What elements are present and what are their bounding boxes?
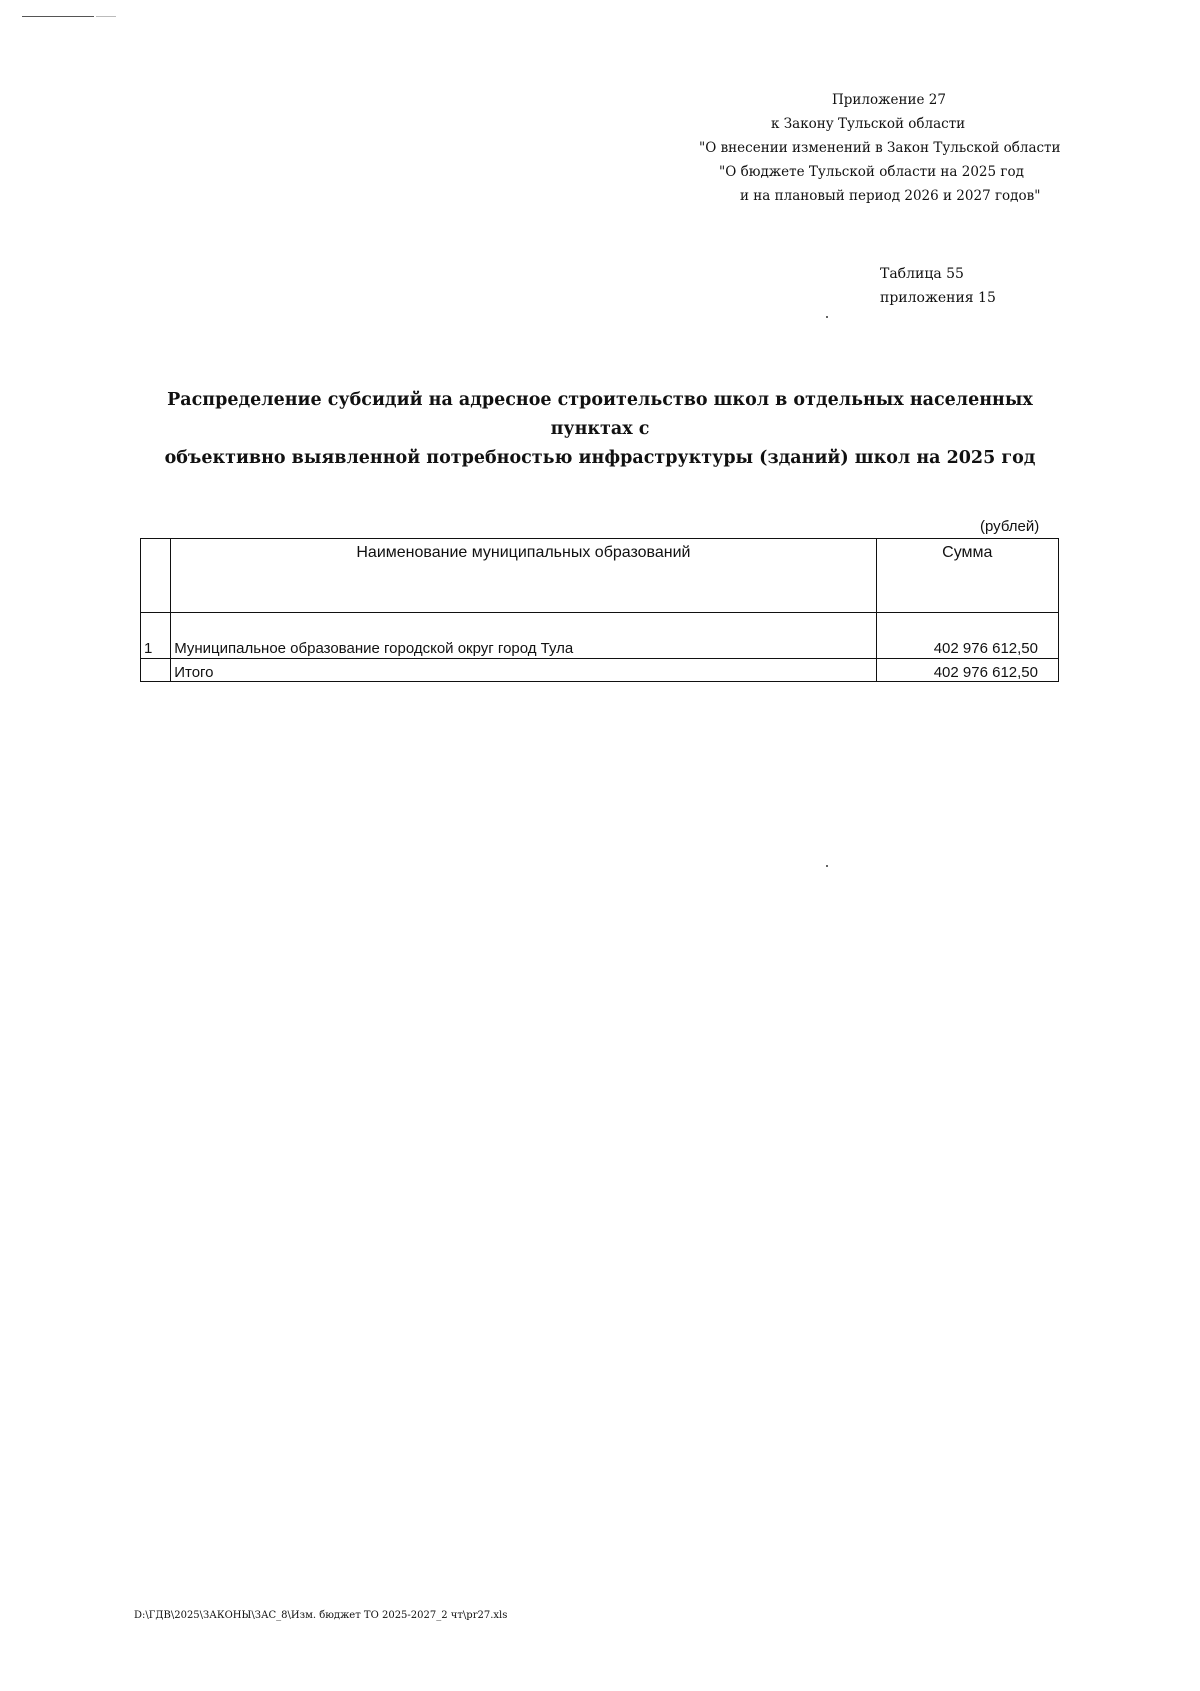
units-label: (рублей) [980,518,1040,535]
table-row [141,613,1059,659]
total-sum: 402 976 612,50 [876,659,1058,682]
table-reference [880,262,996,310]
table-appendix: приложения 15 [880,290,996,306]
scan-mark [22,16,94,17]
scan-speck [826,316,828,318]
document-title [130,386,1070,473]
appendix-planning-period: и на плановый период 2026 и 2027 годов" [740,188,1041,204]
row-municipality-name: Муниципальное образование городской округ город Тула [171,613,876,659]
scan-mark-tail [96,16,116,17]
document-title-line-2: объективно выявленной потребностью инфраструктуры (зданий) школ на 2025 год [164,448,1036,468]
subsidy-distribution-table [140,538,1059,682]
table-number: Таблица 55 [880,266,964,282]
total-number [141,659,171,682]
file-path-footer: D:\ГДВ\2025\ЗАКОНЫ\ЗАС_8\Изм. бюджет ТО 2025-2027_2 чт\pr27.xls [134,1610,508,1621]
header-number [141,539,171,613]
header-municipality-name: Наименование муниципальных образований [171,539,876,613]
table-total-row [141,659,1059,682]
total-label: Итого [171,659,876,682]
document-title-line-1: Распределение субсидий на адресное строительство школ в отдельных населенных пунктах с [167,390,1033,439]
table-header-row [141,539,1059,613]
row-number: 1 [141,613,171,659]
scan-speck [826,865,828,867]
row-sum: 402 976 612,50 [876,613,1058,659]
appendix-budget-title: "О бюджете Тульской области на 2025 год [719,164,1024,180]
appendix-number: Приложение 27 [832,92,946,108]
header-sum: Сумма [876,539,1058,613]
appendix-law-ref: к Закону Тульской области [771,116,966,132]
appendix-amendment-title: "О внесении изменений в Закон Тульской области [699,140,1061,156]
